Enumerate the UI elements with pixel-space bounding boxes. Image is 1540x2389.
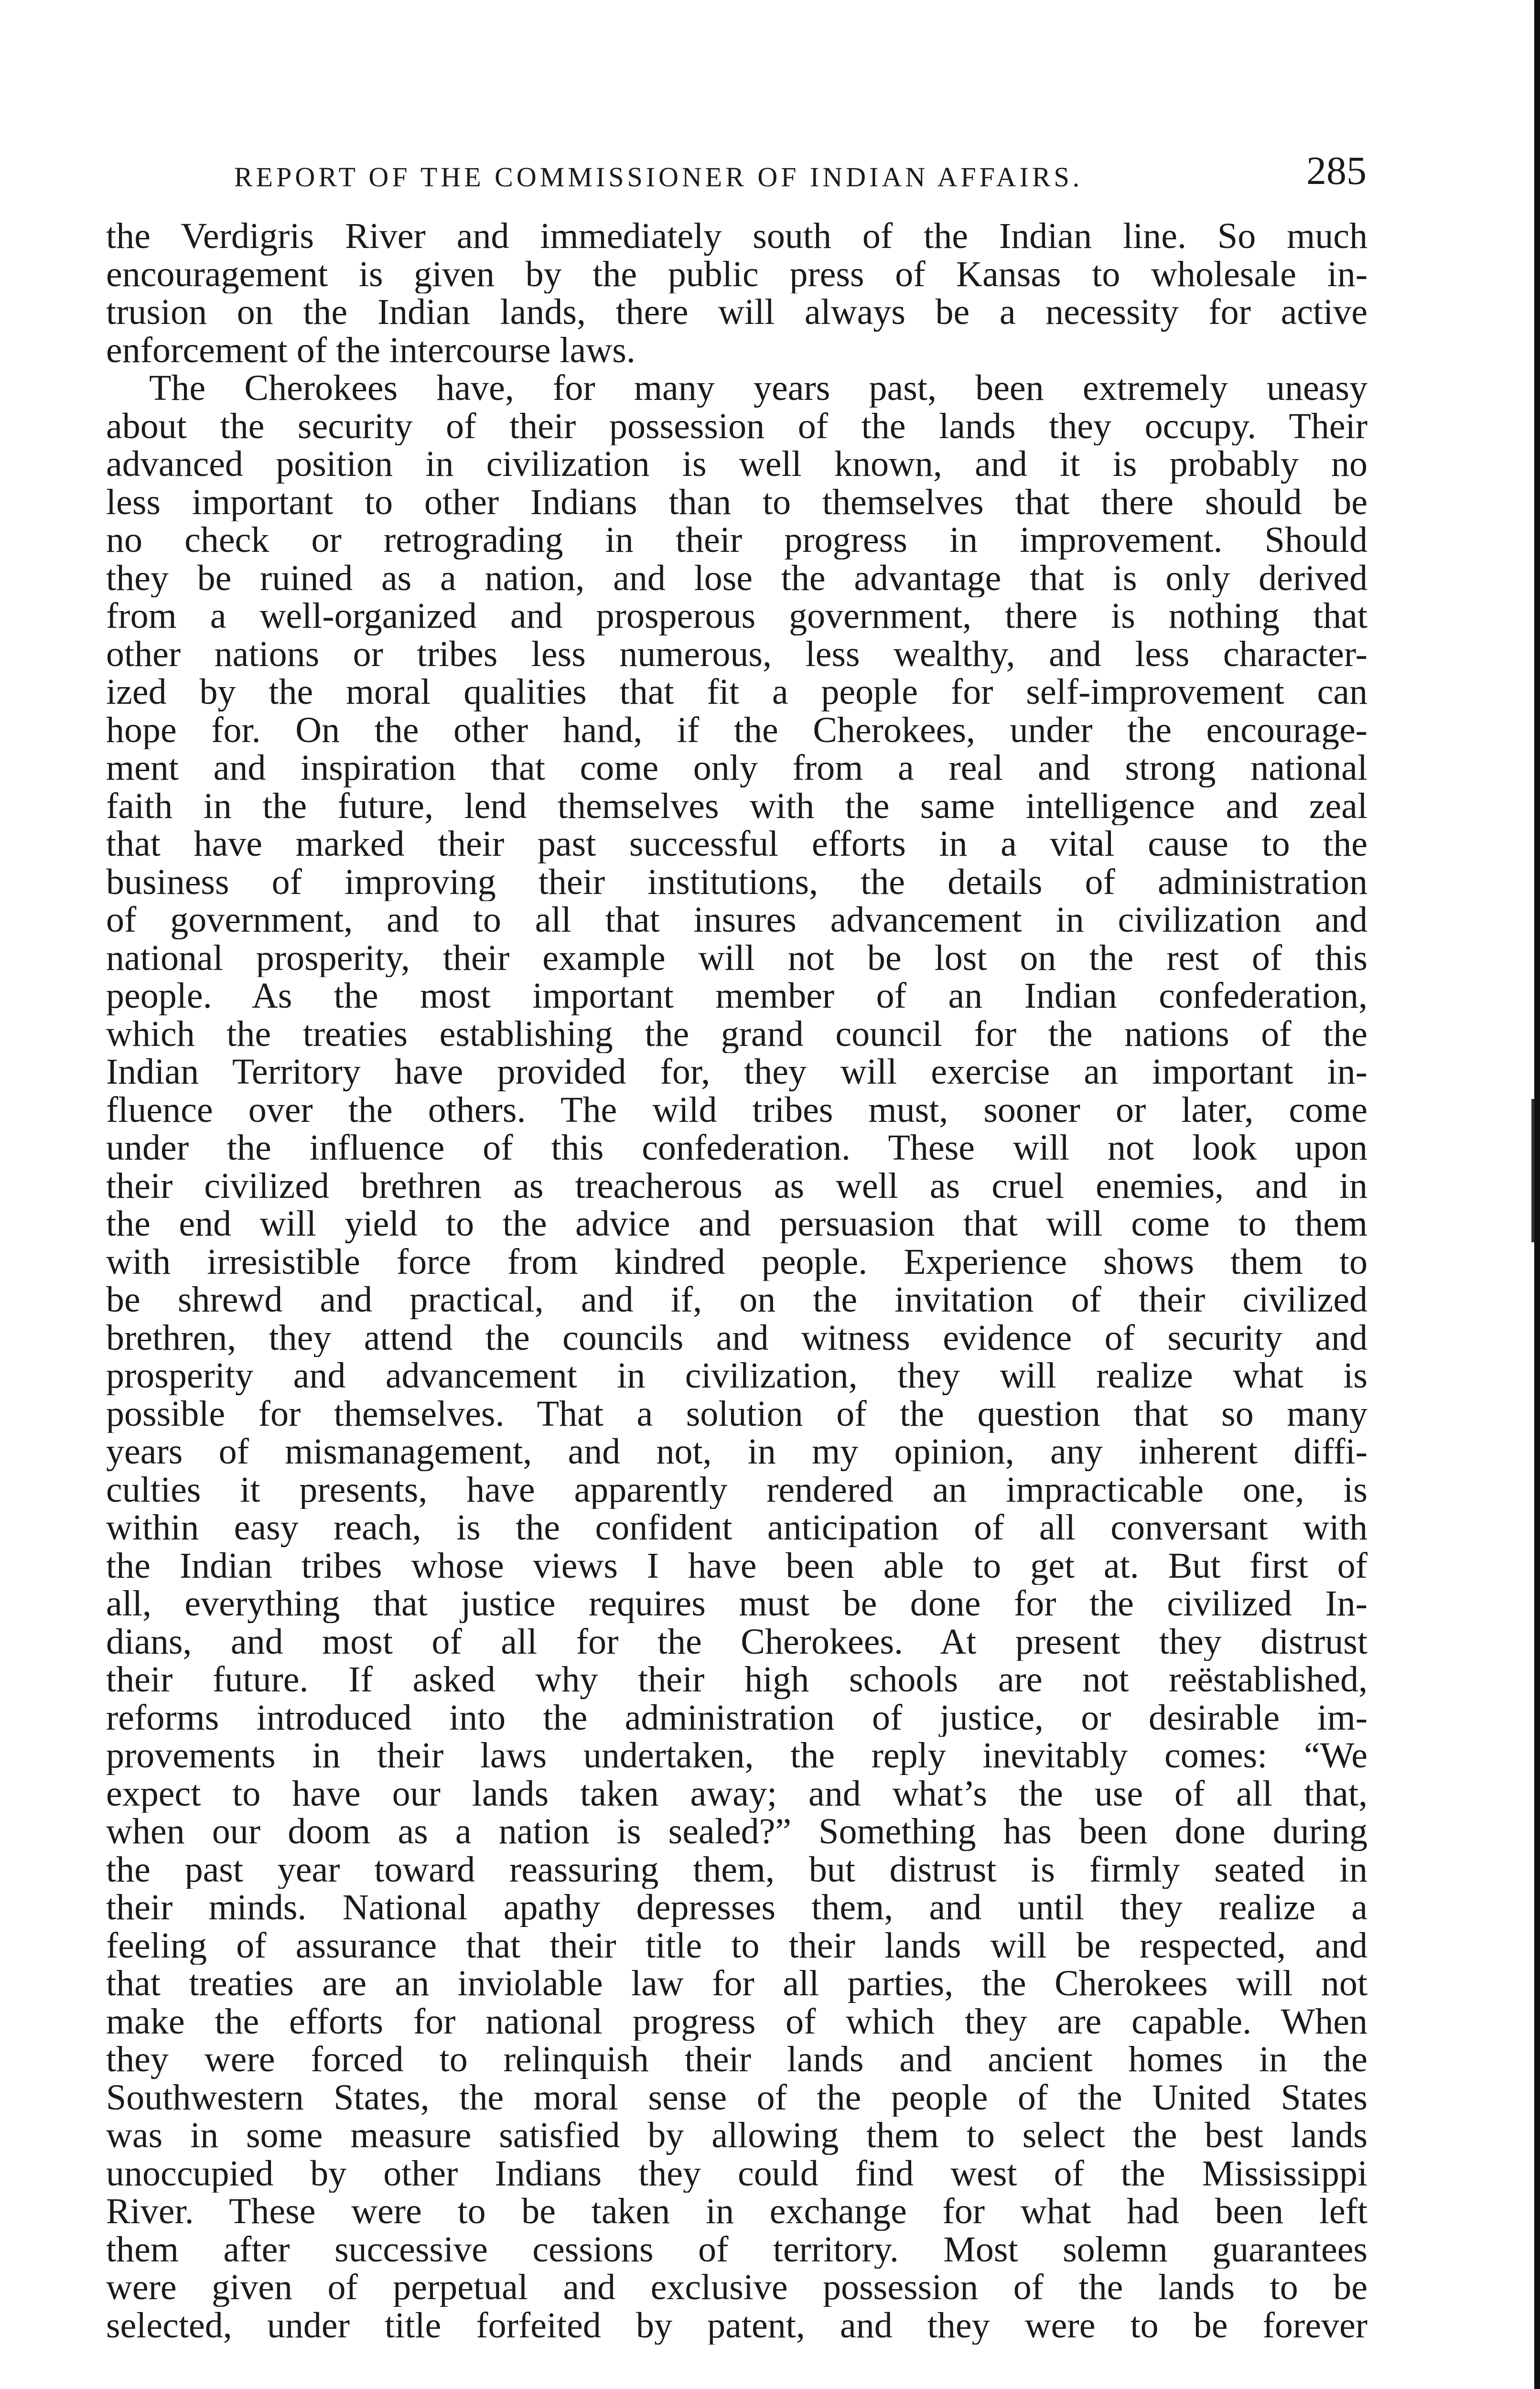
running-head: REPORT OF THE COMMISSIONER OF INDIAN AFFAIRS. [234,161,1083,193]
text-line: about the security of their possession of the lands they occupy. Their [106,407,1368,445]
text-line: be shrewd and practical, and if, on the invitation of their civilized [106,1281,1368,1319]
text-line: ized by the moral qualities that fit a people for self-improvement can [106,673,1368,711]
text-line: brethren, they attend the councils and witness evidence of security and [106,1319,1368,1357]
page-header [234,139,1367,191]
text-line: selected, under title forfeited by patent, and they were to be forever [106,2306,1368,2345]
page-edge-mark [1531,1099,1534,1242]
text-line: them after successive cessions of territory. Most solemn guarantees [106,2230,1368,2269]
text-line: reforms introduced into the administration of justice, or desirable im- [106,1699,1368,1737]
text-line: the Indian tribes whose views I have been able to get at. But first of [106,1547,1368,1585]
text-line: people. As the most important member of an Indian confederation, [106,977,1368,1015]
text-line: was in some measure satisfied by allowing them to select the best lands [106,2117,1368,2155]
text-line: the Verdigris River and immediately south of the Indian line. So much [106,217,1368,256]
text-line: River. These were to be taken in exchange for what had been left [106,2193,1368,2231]
text-line: their future. If asked why their high schools are not reëstablished, [106,1661,1368,1699]
page-edge [1534,0,1540,2389]
text-line: unoccupied by other Indians they could find west of the Mississippi [106,2154,1368,2193]
text-line: business of improving their institutions, the details of administration [106,863,1368,901]
text-line: national prosperity, their example will not be lost on the rest of this [106,939,1368,977]
text-line: the end will yield to the advice and persuasion that will come to them [106,1205,1368,1243]
text-line: their civilized brethren as treacherous as well as cruel enemies, and in [106,1167,1368,1205]
text-line: no check or retrograding in their progress in improvement. Should [106,521,1368,560]
text-line: they be ruined as a nation, and lose the advantage that is only derived [106,559,1368,597]
text-line: less important to other Indians than to themselves that there should be [106,483,1368,521]
text-line: within easy reach, is the confident anticipation of all conversant with [106,1509,1368,1547]
body-text [106,217,1368,2345]
text-line: feeling of assurance that their title to their lands will be respected, and [106,1926,1368,1965]
text-line: under the influence of this confederation. These will not look upon [106,1129,1368,1167]
text-line: advanced position in civilization is well known, and it is probably no [106,445,1368,484]
text-line: faith in the future, lend themselves with the same intelligence and zeal [106,787,1368,825]
text-line: ment and inspiration that come only from a real and strong national [106,749,1368,787]
text-line: provements in their laws undertaken, the reply inevitably comes: “We [106,1737,1368,1775]
text-line: trusion on the Indian lands, there will always be a necessity for active [106,293,1368,332]
text-line: when our doom as a nation is sealed?” Something has been done during [106,1813,1368,1851]
text-line: of government, and to all that insures advancement in civilization and [106,901,1368,939]
page-number: 285 [1306,149,1367,193]
text-line: hope for. On the other hand, if the Cherokees, under the encourage- [106,711,1368,749]
text-line: possible for themselves. That a solution of the question that so many [106,1395,1368,1433]
text-line: they were forced to relinquish their lands and ancient homes in the [106,2041,1368,2079]
text-line: other nations or tribes less numerous, less wealthy, and less character- [106,635,1368,673]
text-line: the past year toward reassuring them, but distrust is firmly seated in [106,1851,1368,1889]
text-line: that treaties are an inviolable law for all parties, the Cherokees will not [106,1965,1368,2003]
text-line: encouragement is given by the public press of Kansas to wholesale in- [106,255,1368,293]
text-line: The Cherokees have, for many years past, been extremely uneasy [149,369,1368,408]
text-line: that have marked their past successful efforts in a vital cause to the [106,825,1368,863]
text-line: years of mismanagement, and not, in my opinion, any inherent diffi- [106,1433,1368,1471]
text-line: fluence over the others. The wild tribes must, sooner or later, come [106,1091,1368,1129]
text-line: enforcement of the intercourse laws. [106,331,635,369]
text-line: expect to have our lands taken away; and what’s the use of all that, [106,1775,1368,1813]
text-line: dians, and most of all for the Cherokees. At present they distrust [106,1623,1368,1661]
text-line: were given of perpetual and exclusive possession of the lands to be [106,2269,1368,2307]
text-line: Indian Territory have provided for, they will exercise an important in- [106,1053,1368,1091]
text-line: make the efforts for national progress of which they are capable. When [106,2002,1368,2041]
text-line: culties it presents, have apparently rendered an impracticable one, is [106,1471,1368,1509]
text-line: with irresistible force from kindred people. Experience shows them to [106,1243,1368,1281]
text-line: Southwestern States, the moral sense of the people of the United States [106,2078,1368,2117]
text-line: prosperity and advancement in civilization, they will realize what is [106,1357,1368,1395]
text-line: their minds. National apathy depresses them, and until they realize a [106,1889,1368,1927]
text-line: all, everything that justice requires must be done for the civilized In- [106,1585,1368,1623]
text-line: from a well-organized and prosperous government, there is nothing that [106,597,1368,635]
text-line: which the treaties establishing the grand council for the nations of the [106,1015,1368,1053]
